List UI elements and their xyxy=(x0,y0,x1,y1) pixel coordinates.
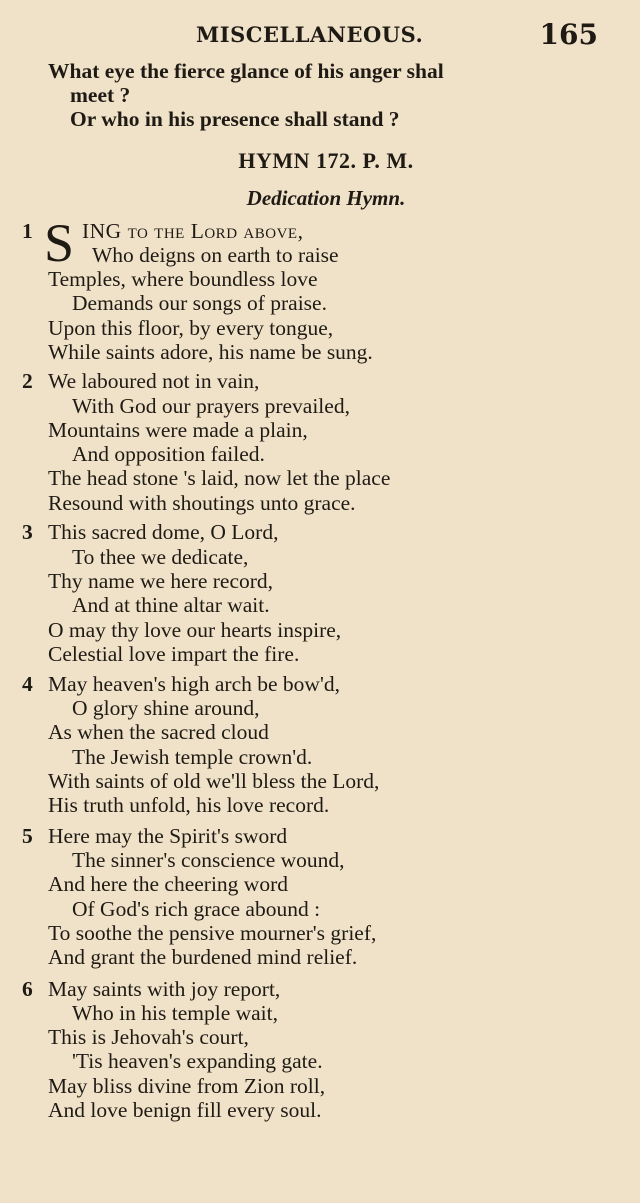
verse-line: Temples, where boundless love xyxy=(48,267,318,291)
verse-line: And opposition failed. xyxy=(72,442,265,466)
preceding-line: Or who in his presence shall stand ? xyxy=(70,107,400,131)
stanza-number: 3 xyxy=(22,520,33,544)
verse-line: With God our prayers prevailed, xyxy=(72,394,350,418)
verse-line: May saints with joy report, xyxy=(48,977,281,1001)
stanza-number: 4 xyxy=(22,672,33,696)
verse-line: Resound with shoutings unto grace. xyxy=(48,491,356,515)
stanza-number: 5 xyxy=(22,824,33,848)
verse-line: Celestial love impart the fire. xyxy=(48,642,300,666)
verse-line: Of God's rich grace abound : xyxy=(72,897,321,921)
verse-line: The Jewish temple crown'd. xyxy=(72,745,313,769)
running-title: MISCELLANEOUS. xyxy=(196,22,424,47)
verse-line: 'Tis heaven's expanding gate. xyxy=(72,1049,323,1073)
verse-line: May heaven's high arch be bow'd, xyxy=(48,672,340,696)
verse-line: May bliss divine from Zion roll, xyxy=(48,1074,326,1098)
verse-line: Who in his temple wait, xyxy=(72,1001,279,1025)
stanza-number: 2 xyxy=(22,369,33,393)
hymn-title: HYMN 172. P. M. xyxy=(238,148,414,173)
verse-line: This sacred dome, O Lord, xyxy=(48,520,279,544)
hymn-subtitle: Dedication Hymn. xyxy=(246,186,406,210)
verse-line: Thy name we here record, xyxy=(48,569,274,593)
verse-line: Here may the Spirit's sword xyxy=(48,824,288,848)
running-head xyxy=(0,20,640,52)
verse-line: To thee we dedicate, xyxy=(72,545,249,569)
verse-line: And here the cheering word xyxy=(48,872,288,896)
stanza-number: 6 xyxy=(22,977,33,1001)
verse-line: The sinner's conscience wound, xyxy=(72,848,345,872)
verse-line: Mountains were made a plain, xyxy=(48,418,308,442)
verse-line: O may thy love our hearts inspire, xyxy=(48,618,342,642)
verse-line: To soothe the pensive mourner's grief, xyxy=(48,921,377,945)
verse-line: His truth unfold, his love record. xyxy=(48,793,330,817)
stanza-number: 1 xyxy=(22,219,33,243)
page-number: 165 xyxy=(539,18,598,51)
preceding-line: What eye the fierce glance of his anger shal xyxy=(48,59,444,83)
verse-line: ING to the Lord above, xyxy=(82,219,304,243)
verse-line: Demands our songs of praise. xyxy=(72,291,327,315)
verse-line: Upon this floor, by every tongue, xyxy=(48,316,334,340)
verse-line: While saints adore, his name be sung. xyxy=(48,340,373,364)
verse-line: And at thine altar wait. xyxy=(72,593,270,617)
drop-cap: S xyxy=(44,213,75,273)
verse-line: We laboured not in vain, xyxy=(48,369,260,393)
preceding-line: meet ? xyxy=(70,83,131,107)
verse-line: As when the sacred cloud xyxy=(48,720,269,744)
verse-line: O glory shine around, xyxy=(72,696,260,720)
verse-line: And grant the burdened mind relief. xyxy=(48,945,358,969)
verse-line: And love benign fill every soul. xyxy=(48,1098,322,1122)
verse-line: Who deigns on earth to raise xyxy=(92,243,339,267)
verse-line: With saints of old we'll bless the Lord, xyxy=(48,769,380,793)
verse-line: This is Jehovah's court, xyxy=(48,1025,249,1049)
verse-line: The head stone 's laid, now let the place xyxy=(48,466,391,490)
